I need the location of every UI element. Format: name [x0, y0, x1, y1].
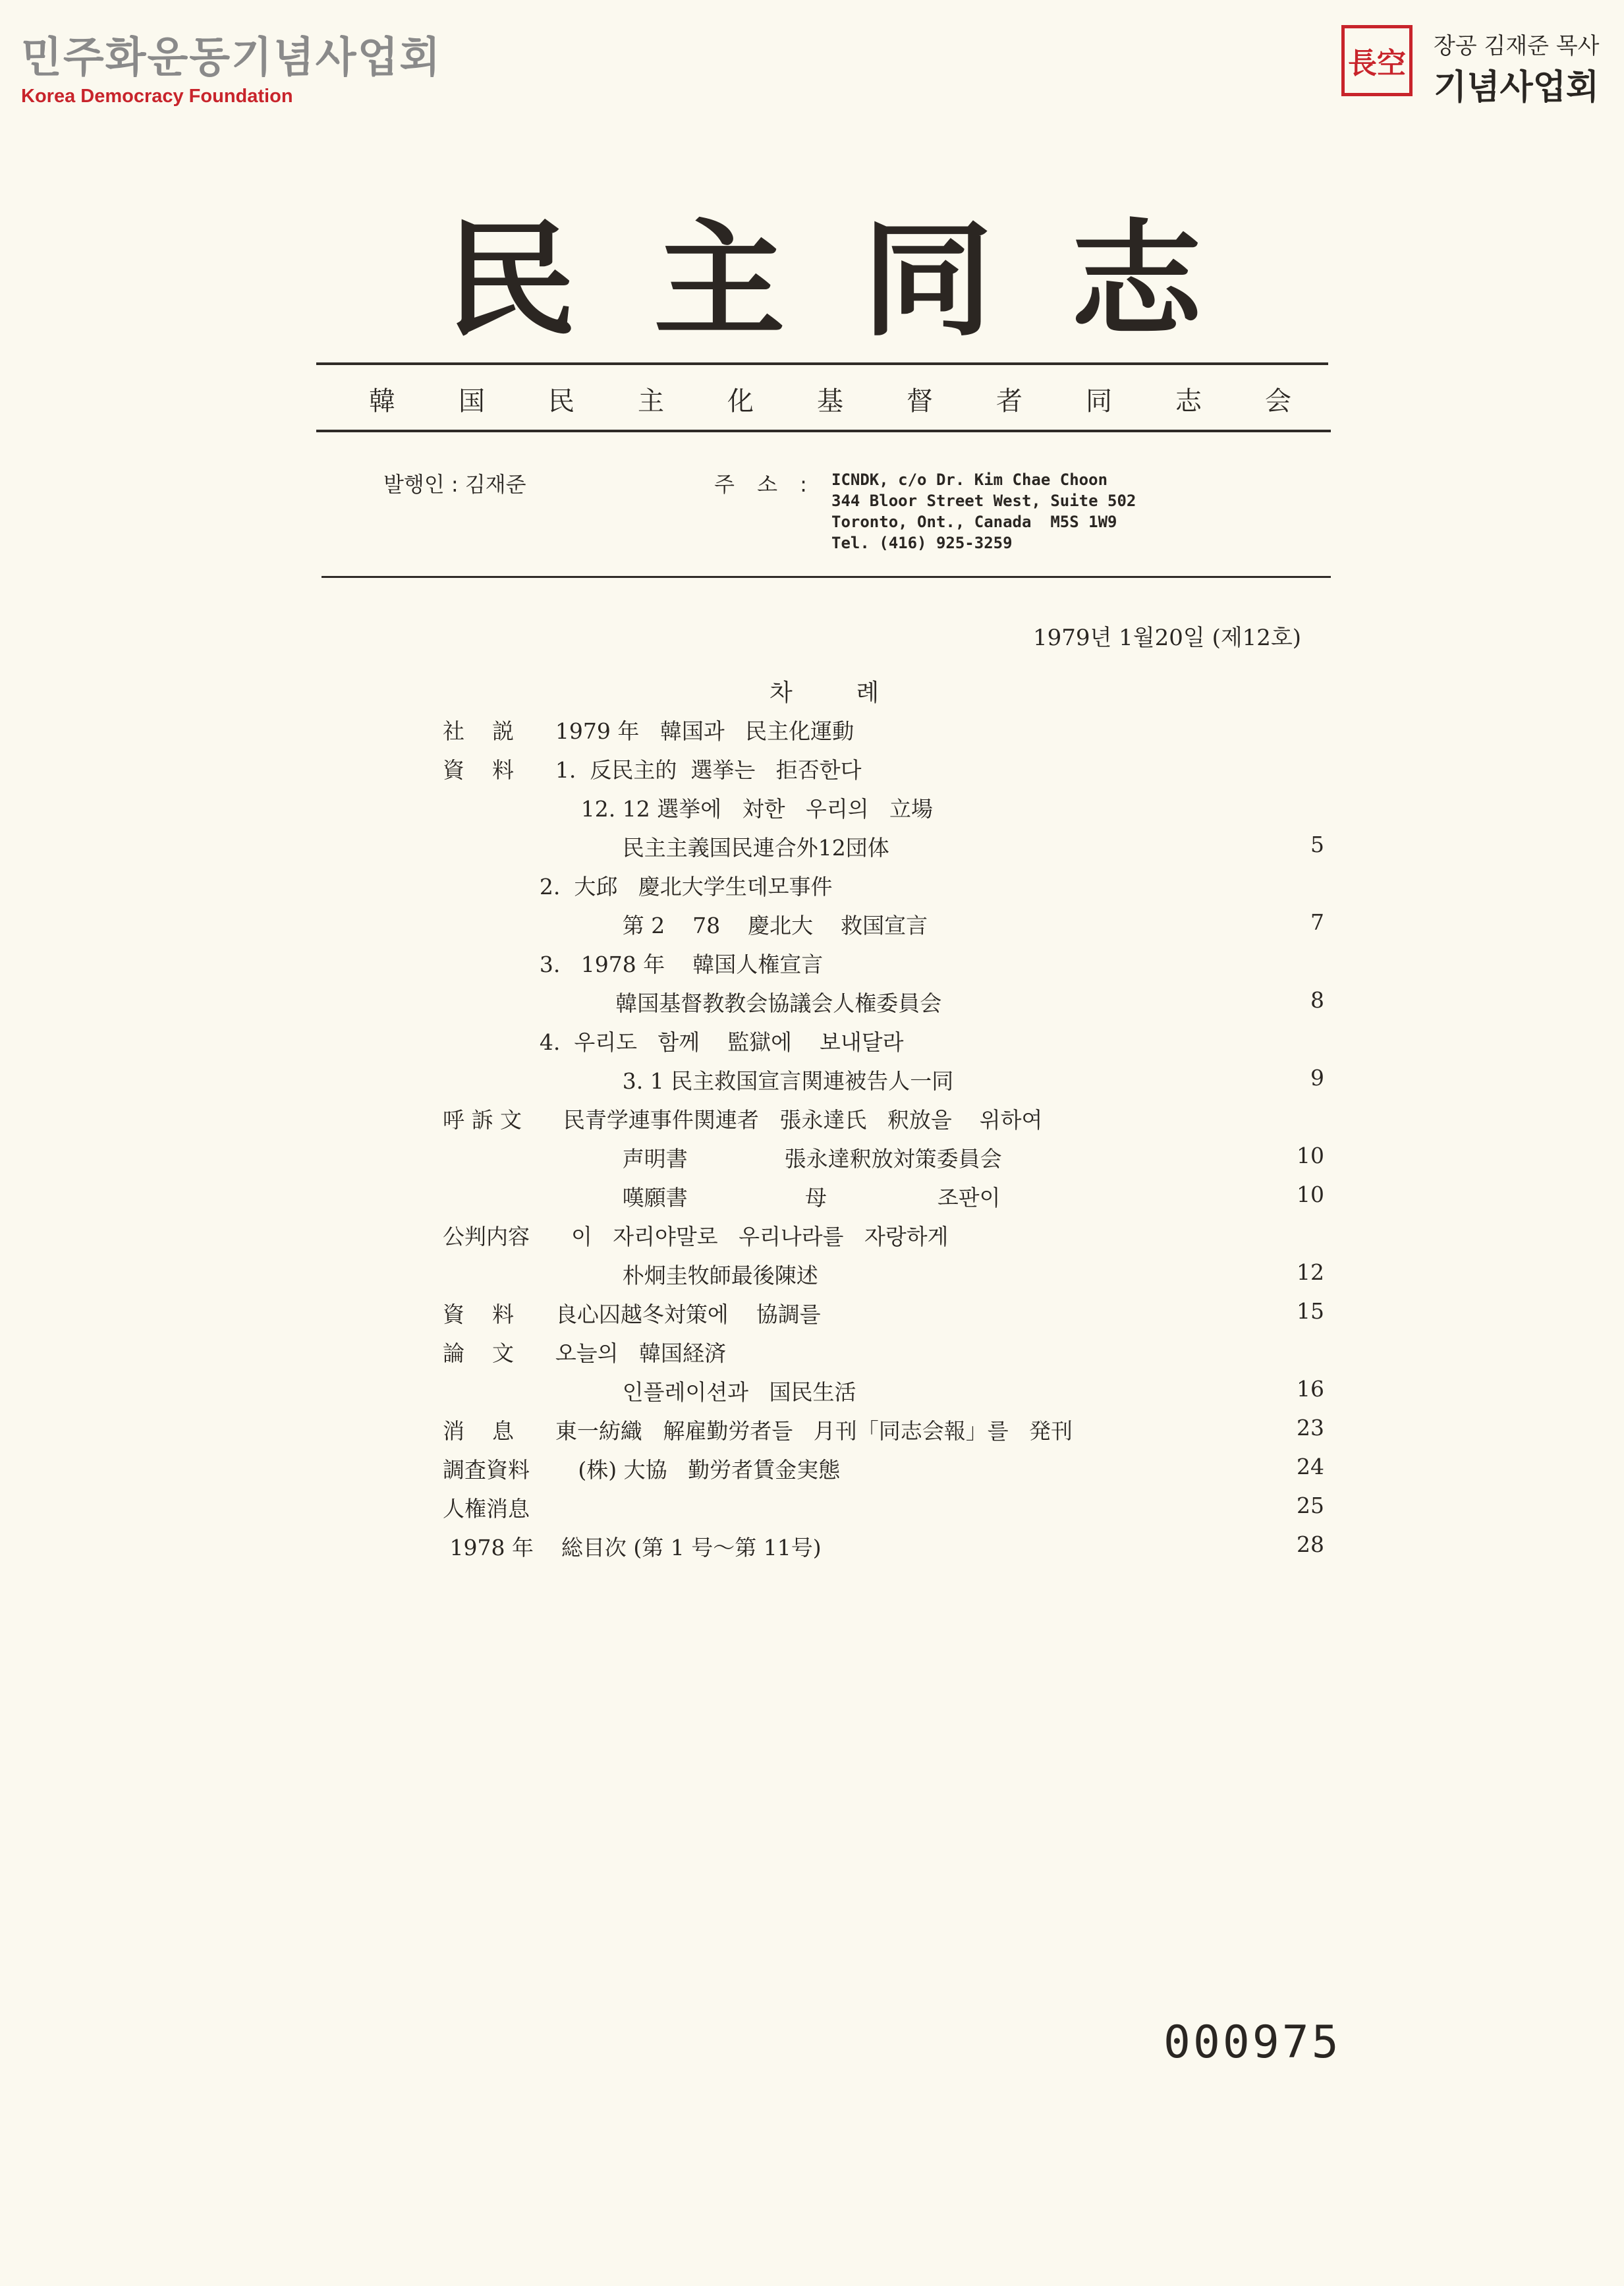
toc-entry: 12. 12 選挙에 対한 우리의 立場: [443, 796, 934, 822]
org-english-name: Korea Democracy Foundation: [21, 86, 293, 107]
archive-serial-number: 000975: [1163, 2016, 1341, 2069]
seal-stamp: 長空: [1341, 25, 1413, 96]
divider-rule: [316, 430, 1331, 432]
toc-page-number: 8: [1310, 987, 1324, 1013]
masthead-char: 民: [445, 206, 576, 353]
toc-page-number: 16: [1297, 1376, 1324, 1402]
divider-rule: [322, 576, 1331, 578]
toc-entry: 韓国基督教教会協議会人権委員会: [443, 990, 942, 1016]
subtitle-char: 基: [817, 386, 843, 416]
toc-page-number: 12: [1297, 1259, 1324, 1285]
subtitle-char: 同: [1086, 386, 1112, 416]
toc-entry: 論 文 오늘의 韓国経済: [443, 1340, 727, 1366]
toc-entry: 資 料 良心囚越冬対策에 協調를: [443, 1301, 821, 1327]
memorial-logo: [1341, 25, 1605, 107]
toc-page-number: 23: [1297, 1415, 1324, 1441]
address-label: 주 소 :: [714, 472, 815, 497]
divider-rule: [316, 362, 1328, 365]
org-korean-name: 민주화운동기념사업회: [21, 34, 442, 82]
toc-entry: 第 2 78 慶北大 救国宣言: [443, 913, 928, 938]
subtitle-char: 主: [638, 386, 664, 416]
toc-entry: 인플레이션과 国民生活: [443, 1379, 856, 1405]
toc-entry: 公判内容 이 자리야말로 우리나라를 자랑하게: [443, 1224, 949, 1249]
toc-entry: 3. 1 民主救国宣言関連被告人一同: [443, 1068, 954, 1094]
toc-page-number: 7: [1310, 909, 1324, 935]
subtitle-char: 者: [996, 386, 1022, 416]
toc-entry: 人権消息: [443, 1496, 530, 1522]
address-line: 344 Bloor Street West, Suite 502: [831, 492, 1136, 510]
toc-entry: 社 説 1979 年 韓国과 民主化運動: [443, 718, 854, 744]
toc-page-number: 10: [1297, 1143, 1324, 1168]
organization-subtitle: [369, 380, 1291, 418]
kdf-logo: [21, 24, 442, 107]
subtitle-char: 韓: [369, 386, 395, 416]
toc-entry: 調査資料 (株) 大協 勤労者賃金実態: [443, 1457, 841, 1483]
toc-page-number: 25: [1297, 1493, 1324, 1518]
address-line: ICNDK, c/o Dr. Kim Chae Choon: [831, 471, 1108, 489]
subtitle-char: 志: [1175, 386, 1202, 416]
toc-page-number: 15: [1297, 1298, 1324, 1324]
toc-entry: 4. 우리도 함께 監獄에 보내달라: [443, 1029, 904, 1055]
subtitle-char: 督: [907, 386, 933, 416]
toc-page-number: 24: [1297, 1454, 1324, 1479]
address-block: [831, 469, 1136, 554]
masthead-char: 志: [1071, 206, 1202, 353]
toc-page-number: 9: [1310, 1065, 1324, 1091]
address-line: Toronto, Ont., Canada M5S 1W9: [831, 513, 1117, 531]
toc-entry: 消 息 東一紡織 解雇勤労者들 月刊「同志会報」를 発刊: [443, 1418, 1073, 1444]
toc-entry: 資 料 1. 反民主的 選挙는 拒否한다: [443, 757, 862, 783]
toc-entry: 声明書 張永達釈放対策委員会: [443, 1146, 1002, 1172]
subtitle-char: 化: [727, 386, 754, 416]
toc-entry: 民主主義国民連合外12団体: [443, 835, 889, 861]
masthead-char: 同: [862, 206, 994, 353]
toc-entry: 朴炯圭牧師最後陳述: [443, 1263, 818, 1288]
address-line: Tel. (416) 925-3259: [831, 534, 1013, 552]
subtitle-char: 国: [459, 386, 485, 416]
issue-date: 1979년 1월20일 (제12호): [1033, 625, 1302, 651]
toc-page-number: 28: [1297, 1531, 1324, 1557]
toc-entry: 1978 年 総目次 (第 1 号～第 11号): [443, 1535, 822, 1560]
toc-title: 차 례: [770, 679, 882, 706]
memorial-name-line1: 장공 김재준 목사: [1434, 33, 1600, 59]
publisher: 발행인 : 김재준: [383, 472, 526, 497]
toc-page-number: 5: [1310, 832, 1324, 857]
subtitle-char: 民: [548, 386, 574, 416]
toc-page-number: 10: [1297, 1182, 1324, 1207]
toc-entry: 嘆願書 母 조판이: [443, 1185, 1001, 1211]
toc-entry: 呼 訴 文 民青学連事件関連者 張永達氏 釈放을 위하여: [443, 1107, 1043, 1133]
memorial-name-line2: 기념사업회: [1434, 68, 1600, 107]
masthead-char: 主: [653, 206, 785, 353]
toc-entry: 3. 1978 年 韓国人権宣言: [443, 952, 824, 977]
masthead-title: [316, 208, 1331, 353]
subtitle-char: 会: [1265, 386, 1291, 416]
toc-entry: 2. 大邱 慶北大学生데모事件: [443, 874, 833, 900]
